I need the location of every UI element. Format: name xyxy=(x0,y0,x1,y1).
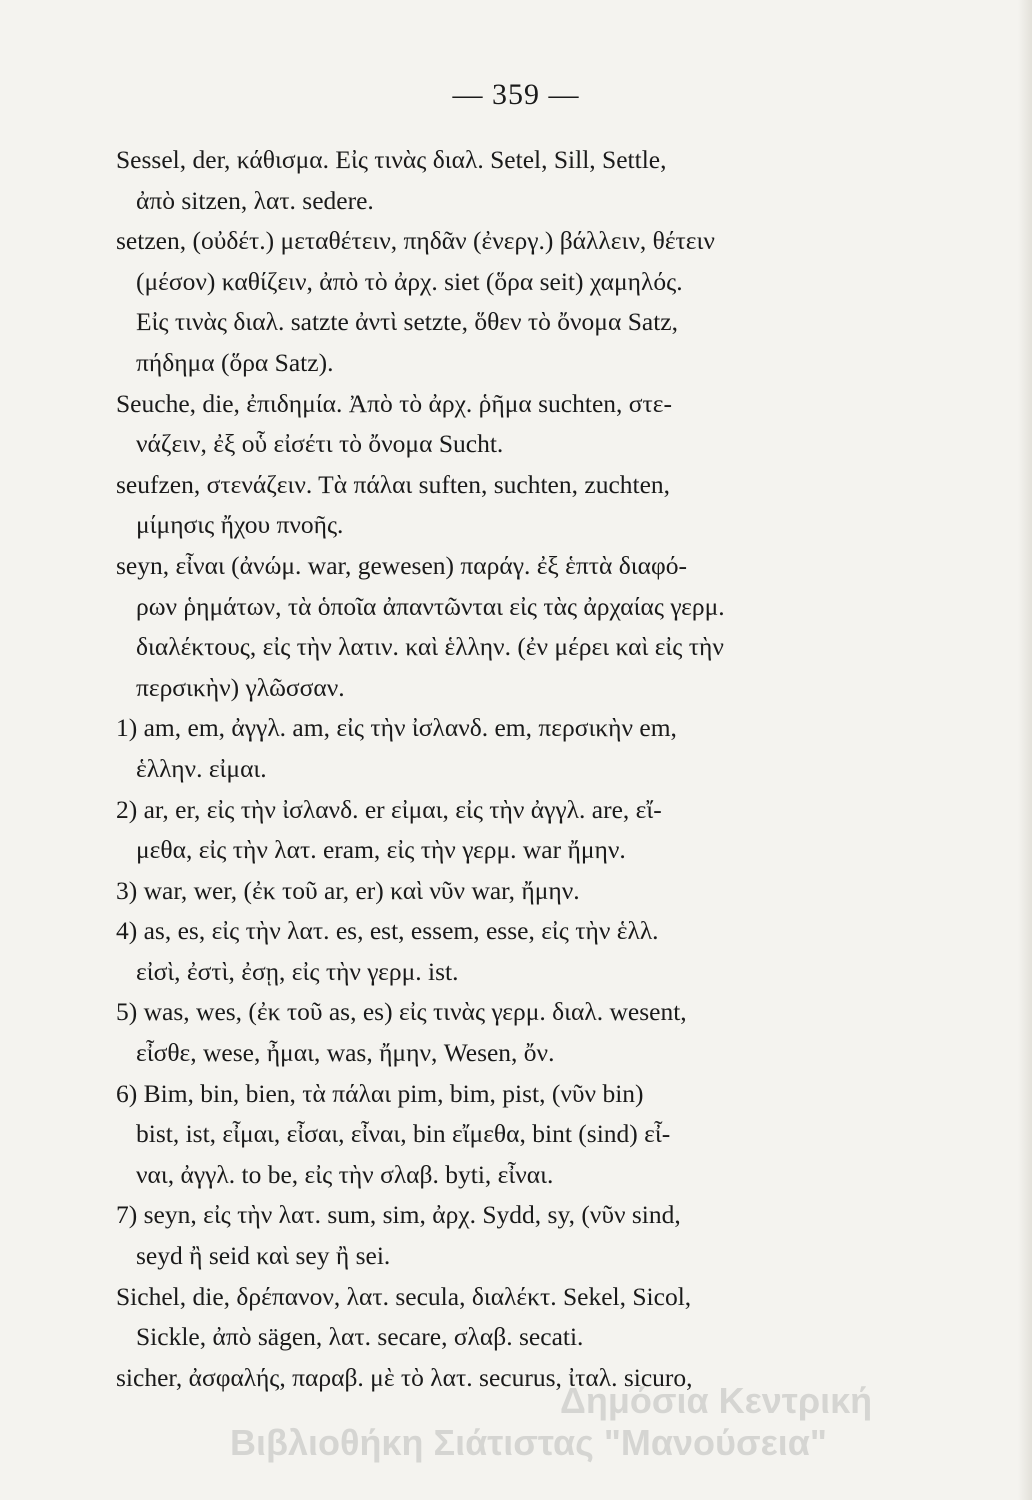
watermark-line: Βιβλιοθήκη Σιάτιστας "Μανούσεια" xyxy=(230,1422,827,1463)
text-line: 1) am, em, ἀγγλ. am, εἰς τὴν ἰσλανδ. em, περσικὴν em, xyxy=(116,713,677,743)
text-line: Sickle, ἀπὸ sägen, λατ. secare, σλαβ. secati. xyxy=(136,1322,584,1352)
text-line: 2) ar, er, εἰς τὴν ἰσλανδ. er εἰμαι, εἰς τὴν ἀγγλ. are, εἴ- xyxy=(116,794,662,824)
text-line: seyd ἢ seid καὶ sey ἢ sei. xyxy=(136,1241,391,1271)
text-line: 7) seyn, εἰς τὴν λατ. sum, sim, ἀρχ. Sydd, sy, (νῦν sind, xyxy=(116,1200,681,1230)
text-line: μίμησις ἤχου πνοῆς. xyxy=(136,510,344,540)
page-text xyxy=(116,140,842,1398)
text-line: νάζειν, ἐξ οὗ εἰσέτι τὸ ὄνομα Sucht. xyxy=(136,429,504,459)
text-line: ἀπὸ sitzen, λατ. sedere. xyxy=(136,185,374,215)
text-line: bist, ist, εἶμαι, εἶσαι, εἶναι, bin εἴμεθα, bint (sind) εἶ- xyxy=(136,1119,671,1149)
text-line: περσικὴν) γλῶσσαν. xyxy=(136,672,345,702)
text-line: 6) Bim, bin, bien, τὰ πάλαι pim, bim, pist, (νῦν bin) xyxy=(116,1078,644,1108)
text-line: διαλέκτους, εἰς τὴν λατιν. καὶ ἑλλην. (ἐν μέρει καὶ εἰς τὴν xyxy=(136,632,724,662)
watermark-line: Δημόσια Κεντρική xyxy=(560,1380,873,1421)
text-line: πήδημα (ὅρα Satz). xyxy=(136,347,334,377)
library-watermark xyxy=(230,1380,1020,1464)
text-line: Seuche, die, ἐπιδημία. Ἀπὸ τὸ ἀρχ. ῥῆμα suchten, στε- xyxy=(116,388,672,418)
text-line: Εἰς τινὰς διαλ. satzte ἀντὶ setzte, ὅθεν τὸ ὄνομα Satz, xyxy=(136,307,678,337)
text-line: seufzen, στενάζειν. Τὰ πάλαι suften, suchten, zuchten, xyxy=(116,469,671,499)
text-line: ἑλλην. εἰμαι. xyxy=(136,753,267,783)
text-line: ναι, ἀγγλ. to be, εἰς τὴν σλαβ. byti, εἶναι. xyxy=(136,1159,554,1189)
text-line: ρων ῥημάτων, τὰ ὁποῖα ἀπαντῶνται εἰς τὰς ἀρχαίας γερμ. xyxy=(136,591,725,621)
text-line: εἶσθε, wese, ἦμαι, was, ἤμην, Wesen, ὄν. xyxy=(136,1038,555,1068)
text-line: setzen, (οὐδέτ.) μεταθέτειν, πηδᾶν (ἐνεργ.) βάλλειν, θέτειν xyxy=(116,226,715,256)
page-edge-shadow xyxy=(1018,0,1032,1500)
text-line: Sessel, der, κάθισμα. Εἰς τινὰς διαλ. Setel, Sill, Settle, xyxy=(116,145,667,174)
text-line: (μέσον) καθίζειν, ἀπὸ τὸ ἀρχ. siet (ὅρα seit) χαμηλός. xyxy=(136,266,683,296)
text-line: 4) as, es, εἰς τὴν λατ. es, est, essem, esse, εἰς τὴν ἑλλ. xyxy=(116,916,659,946)
text-line: seyn, εἶναι (ἀνώμ. war, gewesen) παράγ. ἐξ ἑπτὰ διαφό- xyxy=(116,550,687,580)
text-line: sicher, ἀσφαλής, παραβ. μὲ τὸ λατ. securus, ἰταλ. sicuro, xyxy=(116,1362,693,1392)
page-number: — 359 — xyxy=(452,78,580,111)
text-line: 3) war, wer, (ἐκ τοῦ ar, er) καὶ νῦν war, ἤμην. xyxy=(116,875,580,905)
text-line: μεθα, εἰς τὴν λατ. eram, εἰς τὴν γερμ. war ἤμην. xyxy=(136,835,626,865)
text-line: εἰσὶ, ἐστὶ, ἐσῃ, εἰς τὴν γερμ. ist. xyxy=(136,956,459,986)
text-line: Sichel, die, δρέπανον, λατ. secula, διαλέκτ. Sekel, Sicol, xyxy=(116,1281,692,1311)
text-line: 5) was, wes, (ἐκ τοῦ as, es) εἰς τινὰς γερμ. διαλ. wesent, xyxy=(116,997,687,1027)
